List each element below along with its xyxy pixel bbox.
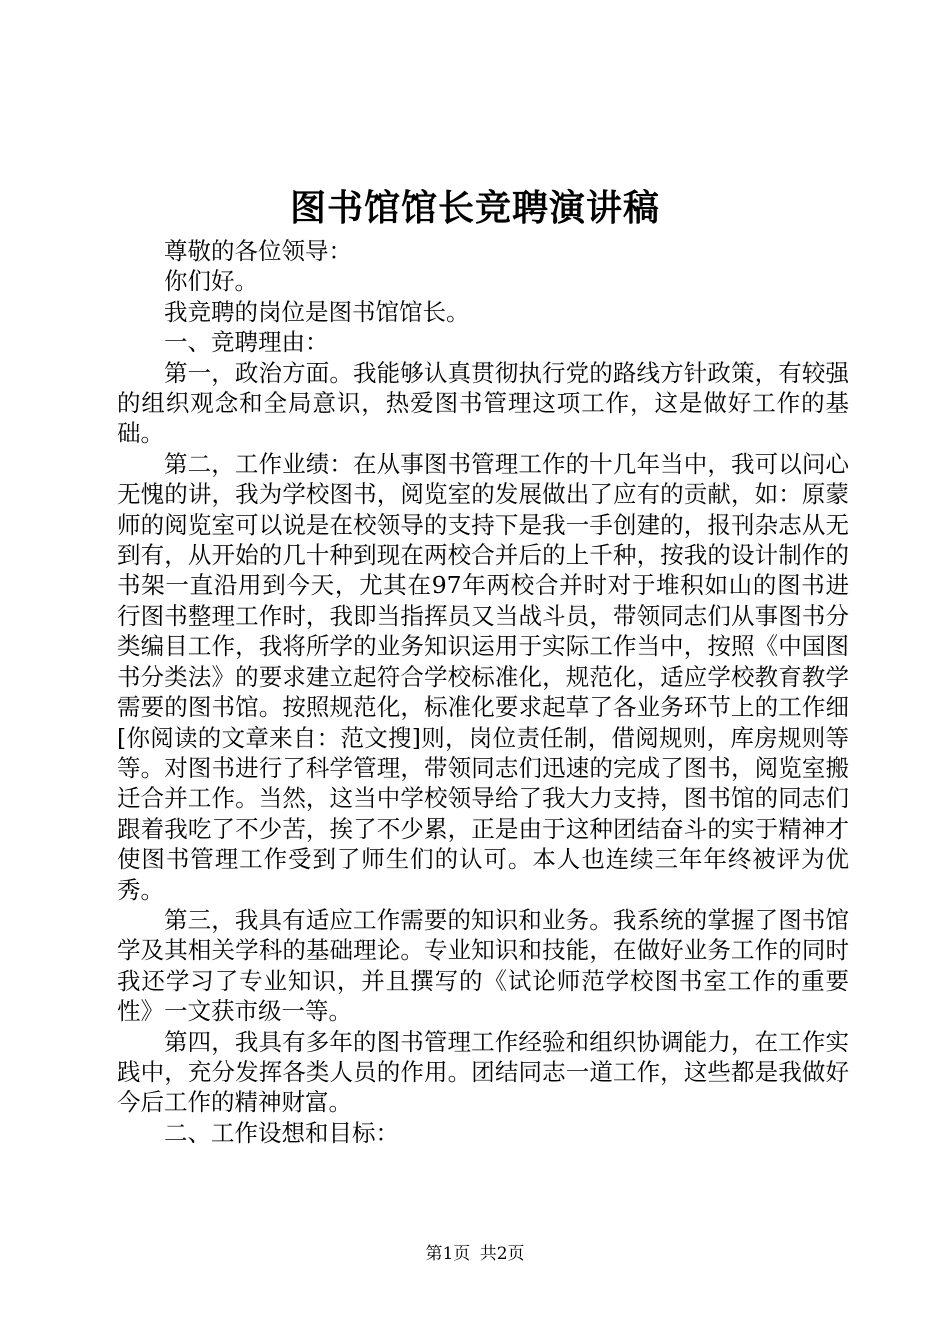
paragraph: 第二，工作业绩：在从事图书管理工作的十几年当中，我可以问心无愧的讲，我为学校图书，阅览室的发展做出了应有的贡献，如：原蒙师的阅览室可以说是在校领导的支持下是我一手创建的，报刊杂志从无到有，从开始的几十种到现在两校合并后的上千种，按我的设计制作的书架一直沿用到今天，尤其在97年两校合并时对于堆积如山的图书进行图书整理工作时，我即当指挥员又当战斗员，带领同志们从事图书分类编目工作，我将所学的业务知识运用于实际工作当中，按照《中国图书分类法》的要求建立起符合学校标准化，规范化，适应学校教育教学需要的图书馆。按照规范化，标准化要求起草了各业务环节上的工作细[你阅读的文章来自：范文搜]则，岗位责任制，借阅规则，库房规则等等。对图书进行了科学管理，带领同志们迅速的完成了图书，阅览室搬迁合并工作。当然，这当中学校领导给了我大力支持，图书馆的同志们跟着我吃了不少苦，挨了不少累，正是由于这种团结奋斗的实于精神才使图书管理工作受到了师生们的认可。本人也连续三年年终被评为优秀。 [117, 449, 849, 904]
paragraph: 第三，我具有适应工作需要的知识和业务。我系统的掌握了图书馆学及其相关学科的基础理论。专业知识和技能，在做好业务工作的同时我还学习了专业知识，并且撰写的《试论师范学校图书室工作的重要性》一文获市级一等。 [117, 905, 849, 1026]
section-heading: 二、工作设想和目标： [164, 1118, 399, 1147]
paragraph: 第四，我具有多年的图书管理工作经验和组织协调能力，在工作实践中，充分发挥各类人员的作用。团结同志一道工作，这些都是我做好今后工作的精神财富。 [117, 1027, 849, 1117]
document-title: 图书馆馆长竞聘演讲稿 [289, 187, 660, 229]
paragraph: 第一，政治方面。我能够认真贯彻执行党的路线方针政策，有较强的组织观念和全局意识，热爱图书管理这项工作，这是做好工作的基础。 [117, 358, 849, 448]
page-number: 第1页 [425, 1244, 471, 1264]
paragraph: 尊敬的各位领导： [164, 237, 352, 265]
document-body [117, 236, 849, 1148]
page-total: 共2页 [479, 1244, 525, 1264]
paragraph: 我竞聘的岗位是图书馆馆长。 [164, 297, 470, 326]
page-footer [0, 1242, 950, 1266]
section-heading: 一、竞聘理由： [164, 328, 329, 357]
paragraph: 你们好。 [164, 267, 258, 296]
